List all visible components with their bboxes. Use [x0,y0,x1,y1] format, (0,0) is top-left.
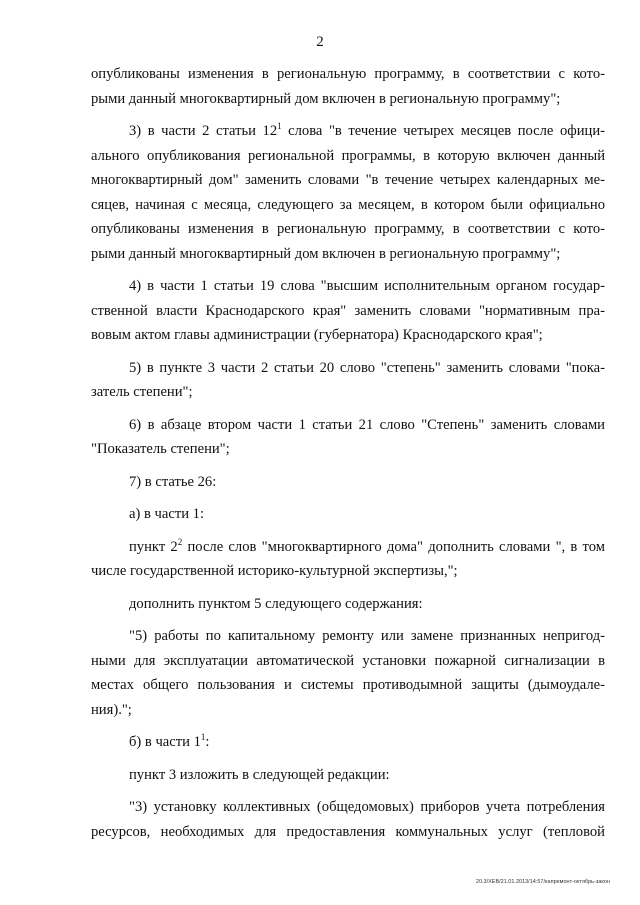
text-line: рыми данный многоквартирный дом включен в региональную программу"; [91,245,561,262]
page-number: 2 [316,34,324,50]
paragraph-item-5: 5) в пункте 3 части 2 статьи 20 слово "степень" заменить словами "пока- [129,359,605,376]
text-fragment: : [205,734,210,750]
text-fragment: слова "в течение четырех месяцев после офици- [281,123,605,139]
text-fragment: 3) в части 2 статьи 12 [129,123,278,139]
text-line: затель степени"; [91,384,193,400]
text-line: местах общего пользования и системы противодымной защиты (дымоудале- [91,677,605,693]
paragraph-edit-point-3: пункт 3 изложить в следующей редакции: [129,766,390,783]
paragraph-quote-5: "5) работы по капитальному ремонту или замене признанных непригод- [129,628,605,644]
text-line: многоквартирный дом" заменить словами "в течение четырех календарных ме- [91,172,605,188]
paragraph-item-6: 6) в абзаце втором части 1 статьи 21 слово "Степень" заменить словами [129,416,605,433]
text-line: ными для эксплуатации автоматической установки пожарной сигнализации в [91,652,605,669]
text-line: числе государственной историко-культурной экспертизы,"; [91,563,458,579]
paragraph-quote-3: "3) установку коллективных (общедомовых) приборов учета потребления [129,799,605,815]
text-line: ресурсов, необходимых для предоставления коммунальных услуг (тепловой [91,823,605,840]
paragraph-point-2-2 [91,535,605,560]
text-line: ального опубликования региональной программы, в которую включен данный [91,147,605,164]
paragraph-add-point: дополнить пунктом 5 следующего содержания: [129,595,423,612]
text-line: ственной власти Краснодарского края" заменить словами "нормативным пра- [91,302,605,319]
text-line: ния)."; [91,701,132,718]
document-body [91,62,605,844]
document-footer-id: 20.3/ХЕВ/21.01.2013/14:57/капремонт-октябрь-закон [475,879,610,885]
text-line: "Показатель степени"; [91,441,230,457]
superscript: 2 [177,536,183,547]
text-line: опубликованы изменения в региональную программу, в соответствии с кото- [91,66,605,82]
text-line: сяцев, начиная с месяца, следующего за месяцем, в котором были официально [91,196,605,213]
paragraph-item-7: 7) в статье 26: [129,473,217,490]
subitem-a: а) в части 1: [129,506,205,522]
superscript: 1 [200,732,206,742]
subitem-b [91,730,605,755]
text-fragment: пункт 2 [129,538,178,555]
superscript: 1 [277,121,282,131]
text-fragment: после слов "многоквартирного дома" дополнить словами ", в том [182,538,605,555]
text-fragment: б) в части 1 [129,734,201,750]
text-line: вовым актом главы администрации (губернатора) Краснодарского края"; [91,327,543,343]
text-line: опубликованы изменения в региональную программу, в соответствии с кото- [91,221,605,237]
paragraph-item-3 [91,119,605,144]
text-line: рыми данный многоквартирный дом включен в региональную программу"; [91,90,561,107]
paragraph-item-4: 4) в части 1 статьи 19 слова "высшим исполнительным органом государ- [129,278,605,294]
